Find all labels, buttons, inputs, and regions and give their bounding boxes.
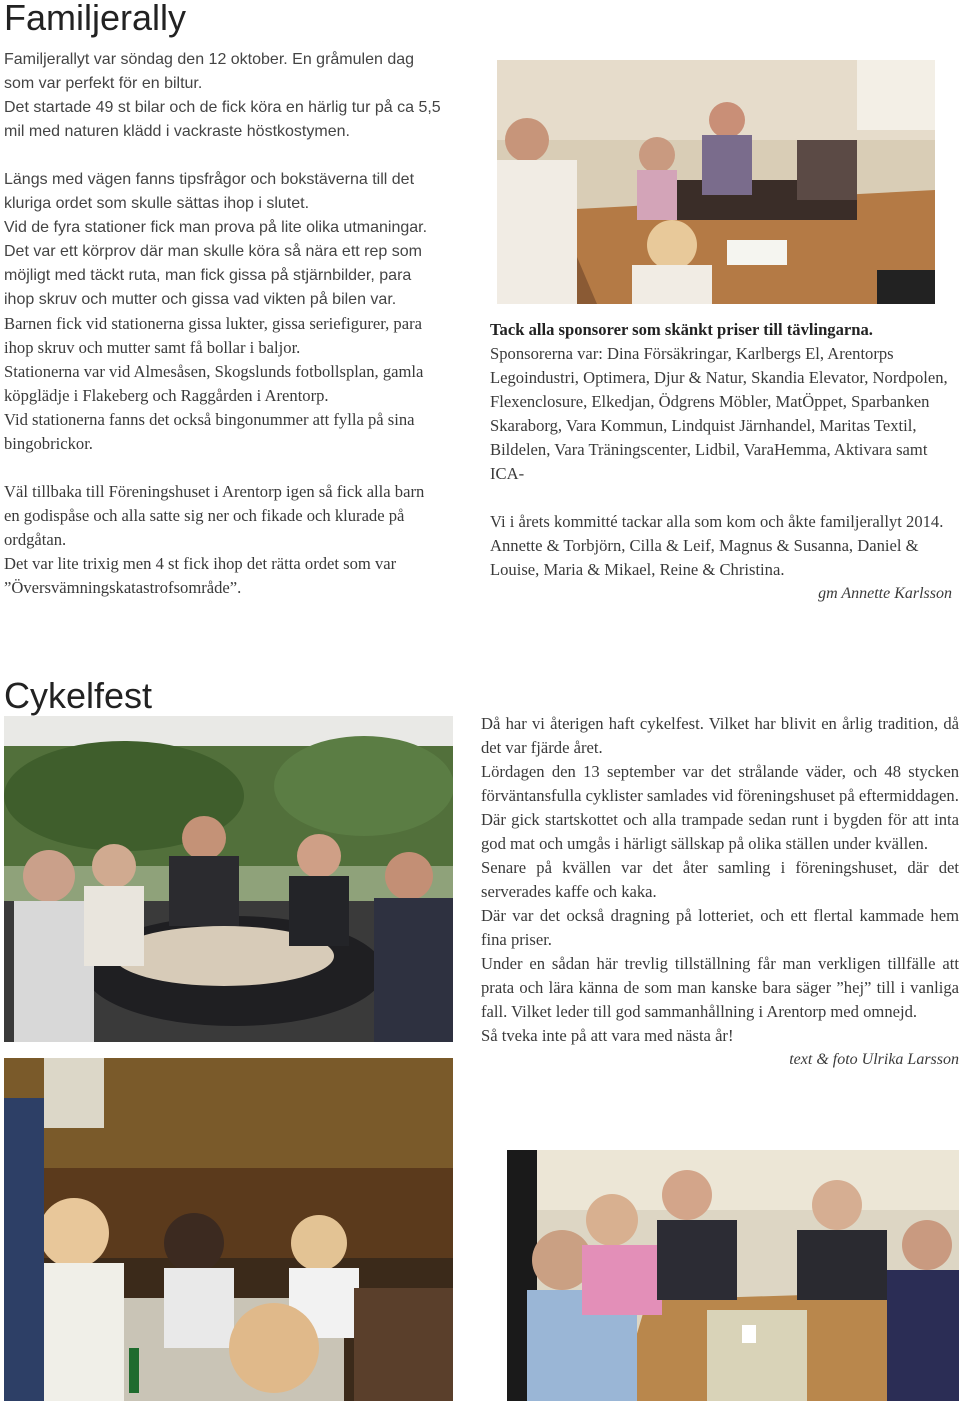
sponsors-heading: Tack alla sponsorer som skänkt priser till tävlingarna.: [490, 320, 873, 339]
familjerally-title: Familjerally: [4, 0, 187, 38]
thanks-paragraph-2: Annette & Torbjörn, Cilla & Leif, Magnus & Susanna, Daniel & Louise, Maria & Mikael, Reine & Christina.: [490, 536, 919, 579]
intro-paragraph-2: Det startade 49 st bilar och de fick köra en härlig tur på ca 5,5 mil med naturen klädd i vackraste höstkostymen.: [4, 99, 441, 140]
body-paragraph-2: Vid de fyra stationer fick man prova på lite olika utmaningar. Det var ett körprov där man skulle köra så nära ett rep som möjligt med täckt ruta, man fick gissa på stjärnbilder, para ihop skruv och mutter och gissa vad vikten på bilen var.: [4, 219, 428, 308]
cykelfest-paragraph-3: Där gick startskottet och alla trampade sedan runt i bygden för att inta god mat och umgås i härligt sällskap på olika ställen under kvällen.: [481, 810, 959, 853]
cykelfest-signature: text & foto Ulrika Larsson: [789, 1051, 959, 1068]
body-paragraph-4: Stationerna var vid Almesåsen, Skogslunds fotbollsplan, gamla köpglädje i Flakeberg och Raggården i Arentorp.: [4, 362, 424, 405]
cykelfest-paragraph-4: Senare på kvällen var det åter samling i föreningshuset, där det serverades kaffe och kaka.: [481, 858, 959, 901]
cykelfest-paragraph-1: Då har vi återigen haft cykelfest. Vilket har blivit en årlig tradition, då det var fjärde året.: [481, 714, 959, 757]
sponsors-text: Sponsorerna var: Dina Försäkringar, Karlbergs El, Arentorps Legoindustri, Optimera, Djur & Natur, Skandia Elevator, Nordpolen, Flexenclosure, Elkedjan, Ödgrens Möbler, MatÖppet, Sparbanken Skaraborg, Vara Kommun, Lindquist Järnhandel, Maritas Textil, Bildelen, Vara Träningscenter, Lidbil, VaraHemma, Aktivara samt ICA-: [490, 344, 948, 483]
cykelfest-paragraph-7: Så tveka inte på att vara med nästa år!: [481, 1026, 734, 1045]
intro-paragraph-1: Familjerallyt var söndag den 12 oktober. En gråmulen dag som var perfekt för en biltur.: [4, 51, 415, 92]
body-paragraph-3: Barnen fick vid stationerna gissa lukter, gissa seriefigurer, para ihop skruv och mutter samt få bollar i baljor.: [4, 314, 422, 357]
sponsors-block: [490, 318, 952, 606]
cykelfest-title: Cykelfest: [4, 675, 153, 716]
familjerally-signature: gm Annette Karlsson: [818, 585, 952, 602]
body-paragraph-1: Längs med vägen fanns tipsfrågor och bokstäverna till det kluriga ordet som skulle sättas ihop i slutet.: [4, 171, 415, 212]
rally-cafe-photo: [497, 60, 935, 304]
cykelfest-paragraph-5: Där var det också dragning på lotteriet, och ett flertal kammade hem fina priser.: [481, 906, 959, 949]
cykelfest-paragraph-2: Lördagen den 13 september var det strålande väder, och 48 stycken förväntansfulla cyklister samlades vid föreningshuset på eftermiddagen.: [481, 762, 959, 805]
cykelfest-table-photo: [507, 1150, 959, 1401]
cykelfest-veranda-photo: [4, 716, 453, 1042]
body-paragraph-7: Det var lite trixig men 4 st fick ihop det rätta ordet som var ”Översvämningskatastrofsområde”.: [4, 554, 397, 597]
cykelfest-paragraph-6: Under en sådan här trevlig tillställning får man verkligen tillfälle att prata och lära känna de som man kanske bara säger ”hej” till i vanliga fall. Vilket leder till god sammanhållning i Arentorp med omnejd.: [481, 954, 959, 1021]
body-paragraph-6: Väl tillbaka till Föreningshuset i Arentorp igen så fick alla barn en godispåse och alla satte sig ner och fikade och klurade på ordgåtan.: [4, 482, 425, 549]
thanks-paragraph-1: Vi i årets kommitté tackar alla som kom och åkte familjerallyt 2014.: [490, 512, 944, 531]
cykelfest-indoor-photo: [4, 1058, 453, 1401]
body-paragraph-5: Vid stationerna fanns det också bingonummer att fylla på sina bingobrickor.: [4, 410, 415, 453]
cykelfest-article: [481, 712, 959, 1072]
familjerally-left-column: [4, 48, 444, 600]
